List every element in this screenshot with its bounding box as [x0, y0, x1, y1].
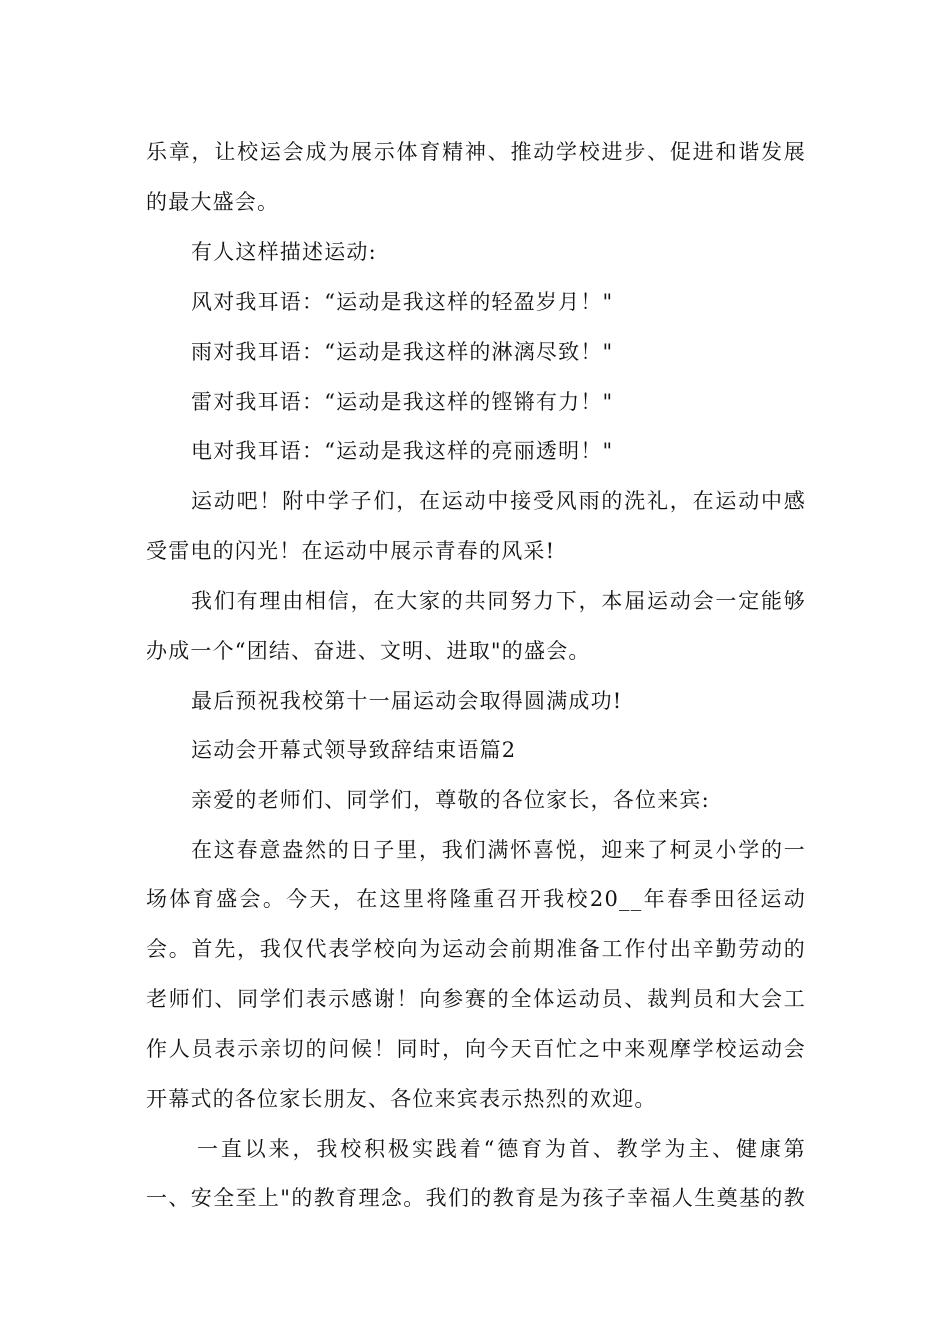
text-line: 作人员表示亲切的问候！同时，向今天百忙之中来观摩学校运动会: [146, 1037, 806, 1061]
text-line: 一、安全至上"的教育理念。我们的教育是为孩子幸福人生奠基的教: [146, 1186, 806, 1210]
text-line: 场体育盛会。今天，在这里将隆重召开我校20__年春季田径运动: [146, 887, 806, 911]
text-line: 最后预祝我校第十一届运动会取得圆满成功!: [191, 689, 623, 713]
text-line: 风对我耳语：“运动是我这样的轻盈岁月！": [191, 290, 614, 314]
text-line: 我们有理由相信，在大家的共同努力下，本届运动会一定能够: [191, 589, 806, 613]
text-line: 在这春意盎然的日子里，我们满怀喜悦，迎来了柯灵小学的一: [191, 838, 806, 862]
text-line: 亲爱的老师们、同学们，尊敬的各位家长，各位来宾:: [191, 788, 710, 812]
text-line: 乐章，让校运会成为展示体育精神、推动学校进步、促进和谐发展: [146, 140, 806, 164]
text-line: 的最大盛会。: [146, 190, 280, 214]
text-line: 运动吧！附中学子们，在运动中接受风雨的洗礼，在运动中感: [191, 489, 806, 513]
text-line: 受雷电的闪光！在运动中展示青春的风采!: [146, 539, 556, 563]
text-line: 雷对我耳语：“运动是我这样的铿锵有力！": [191, 390, 614, 414]
section-heading: 运动会开幕式领导致辞结束语篇2: [191, 738, 517, 762]
text-line: 开幕式的各位家长朋友、各位来宾表示热烈的欢迎。: [146, 1087, 657, 1111]
text-line: 雨对我耳语：“运动是我这样的淋漓尽致！": [191, 340, 614, 364]
text-line: 有人这样描述运动:: [191, 240, 377, 264]
text-line: 一直以来，我校积极实践着“德育为首、教学为主、健康第: [197, 1137, 806, 1161]
text-line: 电对我耳语：“运动是我这样的亮丽透明！": [191, 439, 614, 463]
text-line: 会。首先，我仅代表学校向为运动会前期准备工作付出辛勤劳动的: [146, 937, 806, 961]
text-line: 办成一个“团结、奋进、文明、进取"的盛会。: [146, 639, 591, 663]
text-line: 老师们、同学们表示感谢！向参赛的全体运动员、裁判员和大会工: [146, 987, 806, 1011]
